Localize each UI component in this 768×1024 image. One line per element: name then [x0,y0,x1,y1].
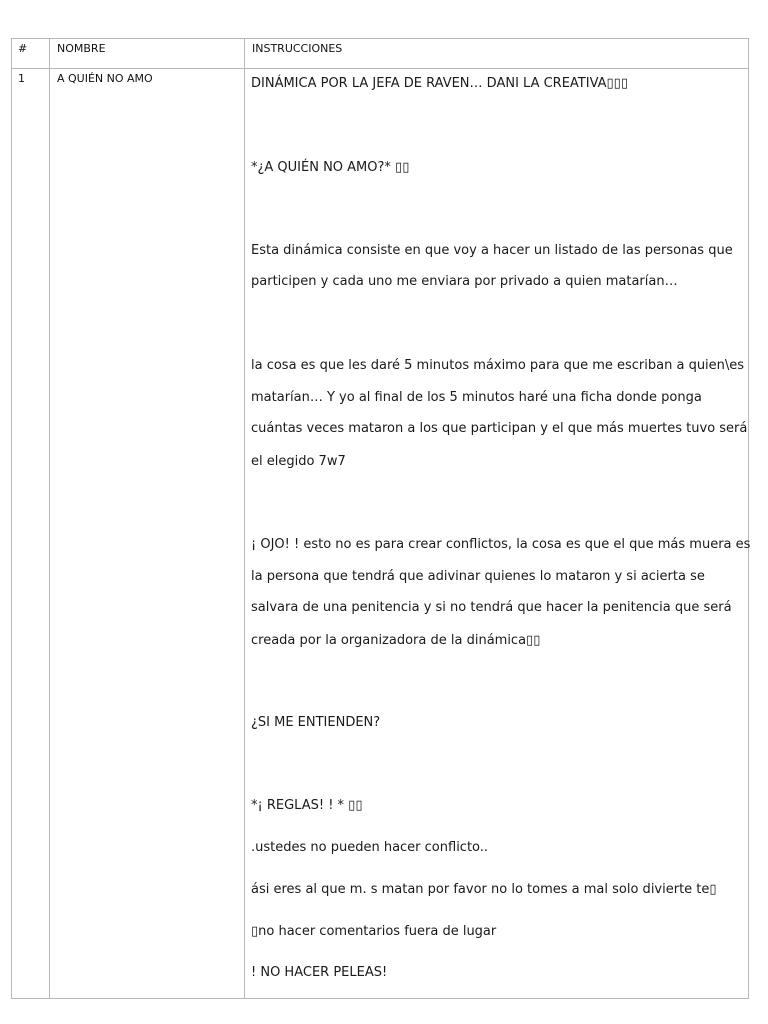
instruction-line: Esta dinámica consiste en que voy a hacer un listado de las personas que [251,243,733,258]
header-instructions: INSTRUCCIONES [252,42,343,55]
rule-item: ási eres al que m. s matan por favor no lo tomes a mal solo divierte te▯ [251,882,717,897]
header-divider [12,68,748,69]
instruction-line: la cosa es que les daré 5 minutos máximo para que me escriban a quien\es [251,358,745,373]
column-divider [244,39,245,998]
rule-item: .ustedes no pueden hacer conflicto.. [251,840,489,855]
instruction-line: la persona que tendrá que adivinar quienes lo mataron y si acierta se [251,569,705,584]
header-number: # [18,42,28,55]
row-number: 1 [18,72,25,85]
instruction-question: ¿SI ME ENTIENDEN? [251,715,381,730]
rule-item: ▯no hacer comentarios fuera de lugar [251,924,497,939]
rule-item: ! NO HACER PELEAS! [251,965,388,980]
row-name: A QUIÉN NO AMO [57,72,153,85]
instruction-line: cuántas veces mataron a los que participan y el que más muertes tuvo será [251,421,748,436]
column-divider [49,39,50,998]
instruction-title: DINÁMICA POR LA JEFA DE RAVEN… DANI LA CREATIVA▯▯▯ [251,76,628,91]
instruction-line: el elegido 7w7 [251,454,346,469]
instruction-line: creada por la organizadora de la dinámica▯▯ [251,633,541,648]
header-name: NOMBRE [57,42,106,55]
rules-heading: *¡ REGLAS! ! * ▯▯ [251,798,363,813]
instruction-line: salvara de una penitencia y si no tendrá que hacer la penitencia que será [251,600,732,615]
instruction-line: matarían… Y yo al final de los 5 minutos haré una ficha donde ponga [251,390,702,405]
instruction-subtitle: *¿A QUIÉN NO AMO?* ▯▯ [251,160,410,175]
instruction-line: ¡ OJO! ! esto no es para crear conflictos, la cosa es que el que más muera es [251,537,751,552]
instruction-line: participen y cada uno me enviara por privado a quien matarían… [251,274,678,289]
